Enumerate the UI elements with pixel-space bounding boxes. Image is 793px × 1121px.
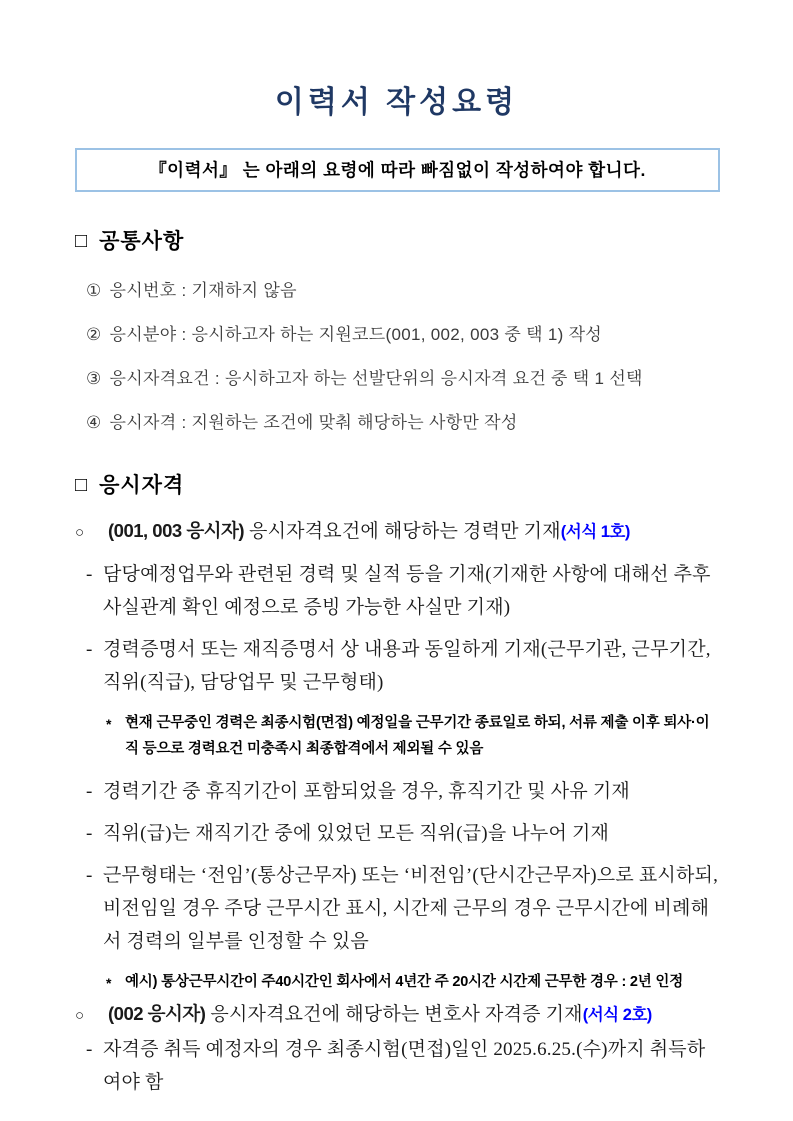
sub-item-text: 근무형태는 ‘전임’(통상근무자) 또는 ‘비전임’(단시간근무자)으로 표시하되, 비전임일 경우 주당 근무시간 표시, 시간제 근무의 경우 근무시간에 비례해서 경력의 일부를 인정할 수 있음 [103,864,719,952]
dash-bullet-icon: - [86,780,93,802]
sub-item-work-type [75,859,720,958]
asterisk-icon: * [106,974,112,991]
list-item-text: 응시분야 : 응시하고자 하는 지원코드(001, 002, 003 중 택 1) 작성 [109,324,603,344]
notice-text: 『이력서』 는 아래의 요령에 따라 빠짐없이 작성하여야 합니다. [149,159,646,180]
list-item-qualification [75,412,720,433]
sub-item-text: 담당예정업무와 관련된 경력 및 실적 등을 기재(기재한 사항에 대해선 추후 사실관계 확인 예정으로 증빙 가능한 사실만 기재) [103,563,711,618]
section-heading-qualification-label: 응시자격 [99,473,185,497]
circle-bullet-icon: ○ [75,1007,85,1024]
dash-bullet-icon: - [86,1038,93,1060]
circled-number-1-icon: ① [86,280,102,300]
item-text: 응시자격요건에 해당하는 변호사 자격증 기재 [205,1003,583,1025]
circled-number-4-icon: ④ [86,412,102,432]
note-current-employment [75,710,720,762]
notice-box [75,148,720,192]
square-bullet-icon: □ [75,229,89,252]
page-content [0,148,793,1099]
sub-item-duties-career [75,558,720,624]
circled-number-3-icon: ③ [86,368,102,388]
common-item-list [75,280,720,433]
note-parttime-example [75,969,720,995]
sub-item-text: 경력증명서 또는 재직증명서 상 내용과 동일하게 기재(근무기관, 근무기간, 직위(직급), 담당업무 및 근무형태) [103,638,711,693]
sub-item-position-grade [75,817,720,850]
list-item-text: 응시자격요건 : 응시하고자 하는 선발단위의 응시자격 요건 중 택 1 선택 [109,368,643,388]
list-item-qualification-requirement [75,368,720,389]
dash-bullet-icon: - [86,638,93,660]
asterisk-icon: * [106,715,112,732]
sub-item-certificate-match [75,633,720,699]
circled-number-2-icon: ② [86,324,102,344]
sub-item-text: 경력기간 중 휴직기간이 포함되었을 경우, 휴직기간 및 사유 기재 [103,780,630,802]
list-item-applicants-002 [75,1001,720,1028]
note-text: 현재 근무중인 경력은 최종시험(면접) 예정일을 근무기간 종료일로 하되, 서류 제출 이후 퇴사·이직 등으로 경력요건 미충족시 최종합격에서 제외될 수 있음 [125,714,710,757]
square-bullet-icon: □ [75,473,89,496]
dash-bullet-icon: - [86,864,93,886]
applicant-group-label: (002 응시자) [108,1002,206,1024]
form-reference-2: (서식 2호) [582,1005,652,1024]
list-item-text: 응시자격 : 지원하는 조건에 맞춰 해당하는 사항만 작성 [109,412,518,432]
section-heading-qualification [75,469,720,499]
page-title: 이력서 작성요령 [274,86,519,119]
sub-item-leave-period [75,775,720,808]
sub-item-text: 자격증 취득 예정자의 경우 최종시험(면접)일인 2025.6.25.(수)까지 취득하여야 함 [103,1038,706,1093]
dash-bullet-icon: - [86,822,93,844]
list-item-text: 응시번호 : 기재하지 않음 [109,280,297,300]
list-item-exam-number [75,280,720,301]
form-reference-1: (서식 1호) [560,522,630,541]
section-heading-common [75,225,720,255]
sub-item-text: 직위(급)는 재직기간 중에 있었던 모든 직위(급)을 나누어 기재 [103,822,610,844]
dash-bullet-icon: - [86,563,93,585]
sub-item-license-deadline [75,1033,720,1099]
list-item-applicants-001-003 [75,518,720,545]
list-item-exam-field [75,324,720,345]
applicant-group-label: (001, 003 응시자) [108,519,245,541]
section-heading-common-label: 공통사항 [99,229,185,253]
circle-bullet-icon: ○ [75,524,85,541]
item-text: 응시자격요건에 해당하는 경력만 기재 [244,520,561,542]
note-text: 예시) 통상근무시간이 주40시간인 회사에서 4년간 주 20시간 시간제 근무한 경우 : 2년 인정 [125,973,684,990]
